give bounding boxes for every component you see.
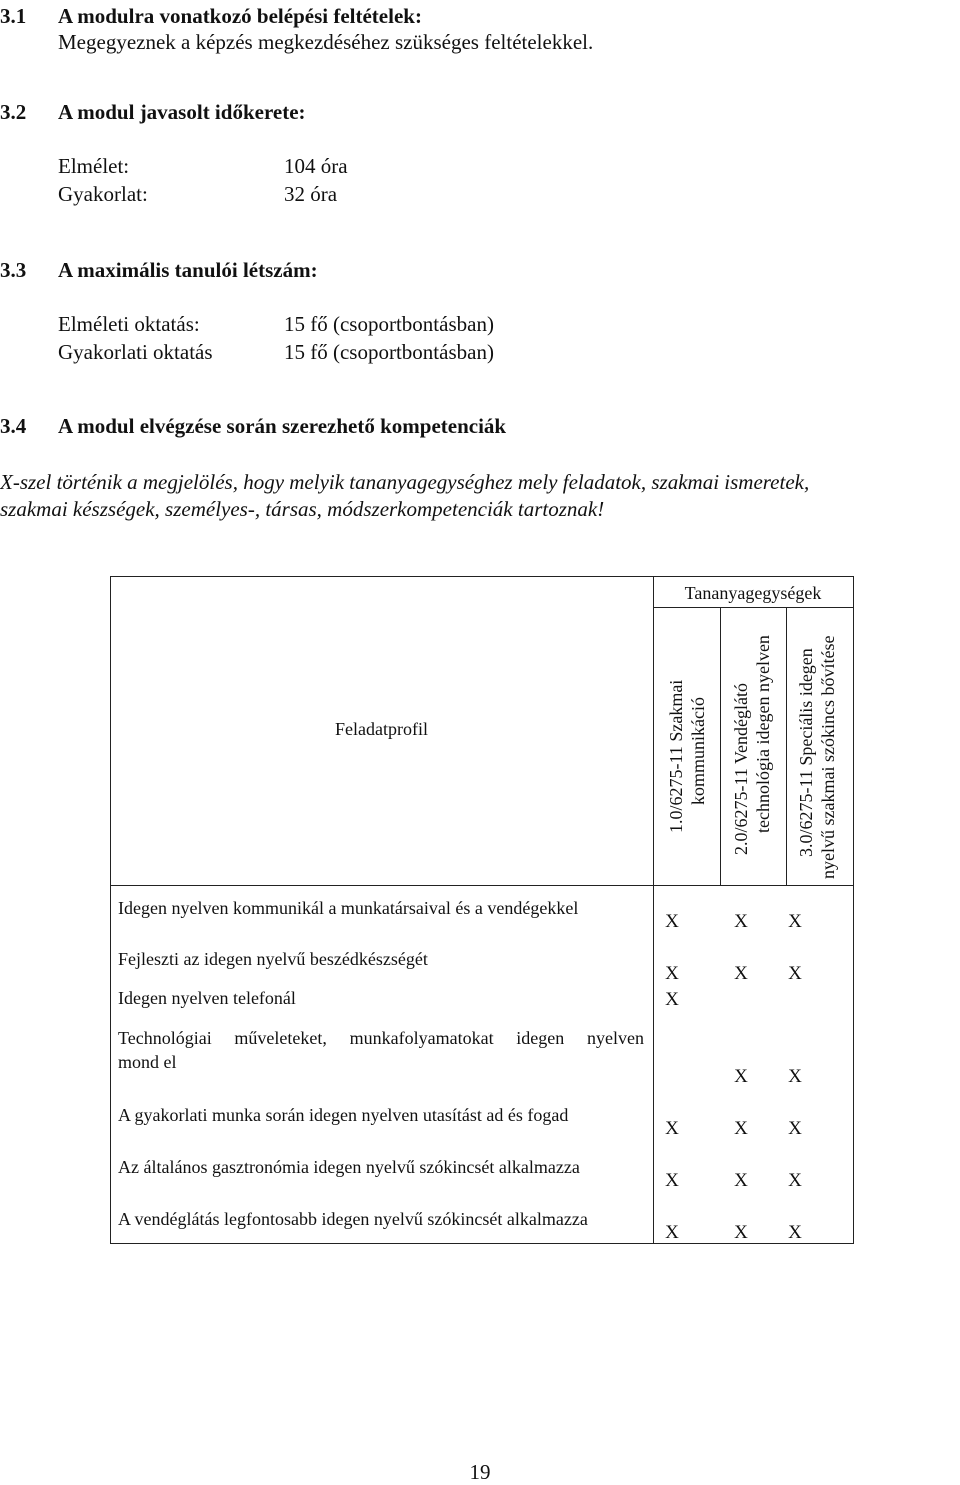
table-row-2-mark-2: X — [734, 963, 748, 984]
column-header-3-line2: nyelvű szakmai szókincs bővítése — [818, 635, 838, 879]
table-row-7-task: A vendéglátás legfontosabb idegen nyelvű szókincsét alkalmazza — [118, 1209, 588, 1229]
table-divider-col1-col2 — [720, 607, 721, 885]
column-header-1-line1: 1.0/6275-11 Szakmai — [666, 679, 686, 833]
table-group-header: Tananyagegységek — [684, 583, 822, 603]
table-border-left — [110, 576, 111, 1244]
section-3-1-body: Megegyeznek a képzés megkezdéséhez szükséges feltételekkel. — [58, 30, 594, 54]
table-divider-task-column — [653, 576, 654, 1244]
table-row-2-task: Fejleszti az idegen nyelvű beszédkészségét — [118, 949, 428, 969]
table-border-top — [110, 576, 854, 577]
column-header-1 — [665, 680, 709, 833]
time-value-practice: 32 óra — [284, 182, 338, 206]
page-number: 19 — [469, 1460, 491, 1484]
column-header-2 — [730, 635, 774, 855]
column-header-3 — [795, 635, 839, 879]
table-row-1-task: Idegen nyelven kommunikál a munkatársaival és a vendégekkel — [118, 898, 579, 918]
section-3-2-heading — [0, 100, 306, 125]
section-title: A modul javasolt időkerete: — [58, 100, 306, 124]
headcount-label-practice: Gyakorlati oktatás — [58, 340, 213, 364]
table-row-1-mark-2: X — [734, 911, 748, 932]
table-row-7-mark-1: X — [665, 1222, 679, 1243]
table-row-7-mark-2: X — [734, 1222, 748, 1243]
section-title: A modul elvégzése során szerezhető kompetenciák — [58, 414, 507, 438]
section-3-4-intro-line2: szakmai készségek, személyes-, társas, módszerkompetenciák tartoznak! — [0, 497, 605, 521]
column-header-2-line1: 2.0/6275-11 Vendéglátó — [731, 683, 751, 855]
table-row-4-mark-3: X — [788, 1066, 802, 1087]
table-row-5-mark-1: X — [665, 1118, 679, 1139]
table-row-6-mark-2: X — [734, 1170, 748, 1191]
headcount-value-theory: 15 fő (csoportbontásban) — [284, 312, 494, 336]
time-label-theory: Elmélet: — [58, 154, 130, 178]
table-row-2-mark-3: X — [788, 963, 802, 984]
table-row-5-mark-3: X — [788, 1118, 802, 1139]
section-number: 3.2 — [0, 100, 27, 124]
column-header-3-line1: 3.0/6275-11 Speciális idegen — [796, 648, 816, 857]
table-divider-col2-col3 — [786, 607, 787, 885]
table-row-3-task: Idegen nyelven telefonál — [118, 988, 296, 1008]
headcount-value-practice: 15 fő (csoportbontásban) — [284, 340, 494, 364]
table-row-4-task-line1: Technológiai műveleteket, munkafolyamatokat idegen nyelven — [118, 1028, 644, 1048]
table-divider-group-header — [653, 607, 853, 608]
section-3-3-heading — [0, 258, 318, 283]
table-row-4-task-line2: mond el — [118, 1052, 177, 1072]
table-row-6-mark-1: X — [665, 1170, 679, 1191]
section-number: 3.3 — [0, 258, 27, 282]
table-row-2-mark-1: X — [665, 963, 679, 984]
table-row-6-task: Az általános gasztronómia idegen nyelvű szókincsét alkalmazza — [118, 1157, 580, 1177]
table-row-3-mark-1: X — [665, 989, 679, 1010]
table-row-6-mark-3: X — [788, 1170, 802, 1191]
table-row-5-mark-2: X — [734, 1118, 748, 1139]
headcount-label-theory: Elméleti oktatás: — [58, 312, 200, 336]
table-row-7-mark-3: X — [788, 1222, 802, 1243]
table-row-1-mark-3: X — [788, 911, 802, 932]
table-row-header: Feladatprofil — [335, 719, 428, 739]
table-row-4-mark-2: X — [734, 1066, 748, 1087]
time-label-practice: Gyakorlat: — [58, 182, 148, 206]
section-title: A maximális tanulói létszám: — [58, 258, 318, 282]
column-header-1-line2: kommunikáció — [688, 697, 708, 805]
section-3-4-intro-line1: X-szel történik a megjelölés, hogy melyik tananyagegységhez mely feladatok, szakmai ismeretek, — [0, 470, 810, 494]
section-number: 3.4 — [0, 414, 27, 438]
column-header-2-line2: technológia idegen nyelven — [753, 635, 773, 833]
section-3-1-heading — [0, 4, 422, 29]
table-divider-header-body — [110, 885, 854, 886]
section-title: A modulra vonatkozó belépési feltételek: — [58, 4, 422, 28]
section-3-4-heading — [0, 414, 506, 439]
table-row-5-task: A gyakorlati munka során idegen nyelven utasítást ad és fogad — [118, 1105, 569, 1125]
section-number: 3.1 — [0, 4, 27, 28]
time-value-theory: 104 óra — [284, 154, 348, 178]
table-row-1-mark-1: X — [665, 911, 679, 932]
table-border-right — [853, 576, 854, 1244]
